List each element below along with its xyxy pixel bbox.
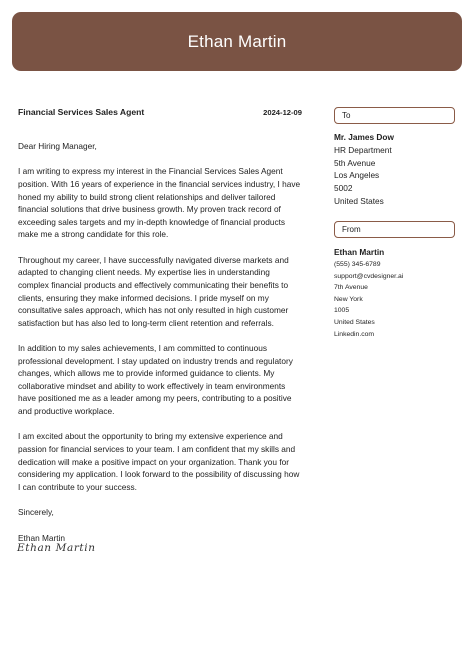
to-label: To	[342, 111, 351, 120]
paragraph-2: Throughout my career, I have successfully navigated diverse markets and adapted to changing client needs. My expertise lies in understanding complex financial products and effectively communicating their benefits to clients, ensuring they make informed decisions. I pride myself on my consultative sales approach, which has not only resulted in high customer satisfaction but has also led to long-term client retention and referrals.	[18, 254, 289, 328]
to-label-box	[334, 107, 455, 124]
from-label: From	[342, 225, 361, 234]
sender-phone: (555) 345-6789	[334, 261, 381, 268]
subject-row	[18, 107, 302, 117]
header-name: Ethan Martin	[187, 31, 287, 51]
sender-city: New York	[334, 295, 363, 303]
paragraph-3: In addition to my sales achievements, I am committed to continuous professional development. I stay updated on industry trends and regulatory changes, which allows me to provide informed guidance to clients. My collaborative mindset and ability to work effectively in team environments have positioned me as a leader among my peers, contributing to a positive and productive workplace.	[18, 343, 293, 417]
from-label-box	[334, 221, 455, 238]
sender-email[interactable]: support@cvdesigner.ai	[334, 272, 404, 280]
sender-street: 7th Avenue	[334, 284, 368, 292]
header-banner	[12, 12, 462, 71]
greeting: Dear Hiring Manager,	[18, 141, 97, 151]
recipient-department: HR Department	[334, 144, 392, 155]
recipient-zip: 5002	[334, 183, 353, 194]
sender-zip: 1005	[334, 307, 350, 315]
recipient-name: Mr. James Dow	[334, 132, 394, 142]
sender-block	[334, 246, 464, 340]
recipient-city: Los Angeles	[334, 170, 380, 181]
letter-body	[18, 140, 303, 557]
recipient-country: United States	[334, 195, 384, 206]
sender-name: Ethan Martin	[334, 247, 385, 257]
paragraph-1: I am writing to express my interest in the Financial Services Sales Agent position. With 16 years of experience in the financial services industry, I have honed my ability to build strong client relationships and deliver tailored financial solutions that drive business growth. My proven track record of exceeding sales targets and my in-depth knowledge of financial products make me a strong candidate for this role.	[18, 166, 301, 240]
sender-country: United States	[334, 318, 375, 326]
signature-name: Ethan Martin	[18, 532, 66, 543]
sender-linkedin-link[interactable]: Linkedin.com	[334, 330, 375, 338]
recipient-street: 5th Avenue	[334, 157, 376, 168]
subject-title: Financial Services Sales Agent	[18, 107, 145, 117]
handwritten-signature: Ethan Martin	[17, 542, 96, 554]
paragraph-4: I am excited about the opportunity to bring my extensive experience and passion for financial services to your team. I am confident that my skills and dedication will make a positive impact on your organization. Thank you for considering my application. I look forward to the possibility of discussing how I can contribute to your success.	[18, 431, 300, 492]
closing: Sincerely,	[18, 507, 54, 518]
recipient-block	[334, 131, 464, 208]
letter-date: 2024-12-09	[263, 108, 302, 117]
